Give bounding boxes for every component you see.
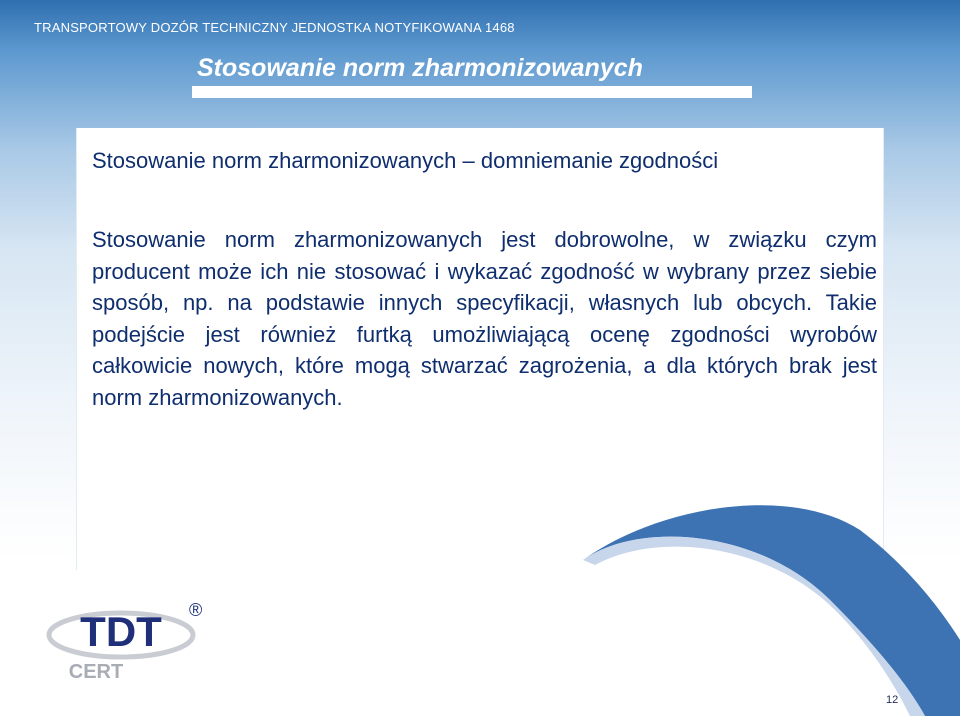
page-number: 12 [886,694,899,706]
header-text: TRANSPORTOWY DOZÓR TECHNICZNY JEDNOSTKA NOTYFIKOWANA 1468 [34,20,515,35]
logo-main-text: TDT [80,608,162,655]
registered-mark-icon: ® [189,600,203,620]
tdt-cert-logo [26,590,216,690]
body-paragraph: Stosowanie norm zharmonizowanych jest dobrowolne, w związku czym producent może ich nie stosować i wykazać zgodność w wybrany przez siebie sposób, np. na podstawie innych specyfikacji, własnych lub obcych. Takie podejście jest również furtką umożliwiającą ocenę zgodności wyrobów całkowicie nowych, które mogą stwarzać zagrożenia, a dla których brak jest norm zharmonizowanych. [92,227,877,410]
slide-title: Stosowanie norm zharmonizowanych [197,54,643,82]
slide-subtitle: Stosowanie norm zharmonizowanych – domniemanie zgodności [92,148,719,173]
logo-sub-text: CERT [68,661,124,683]
